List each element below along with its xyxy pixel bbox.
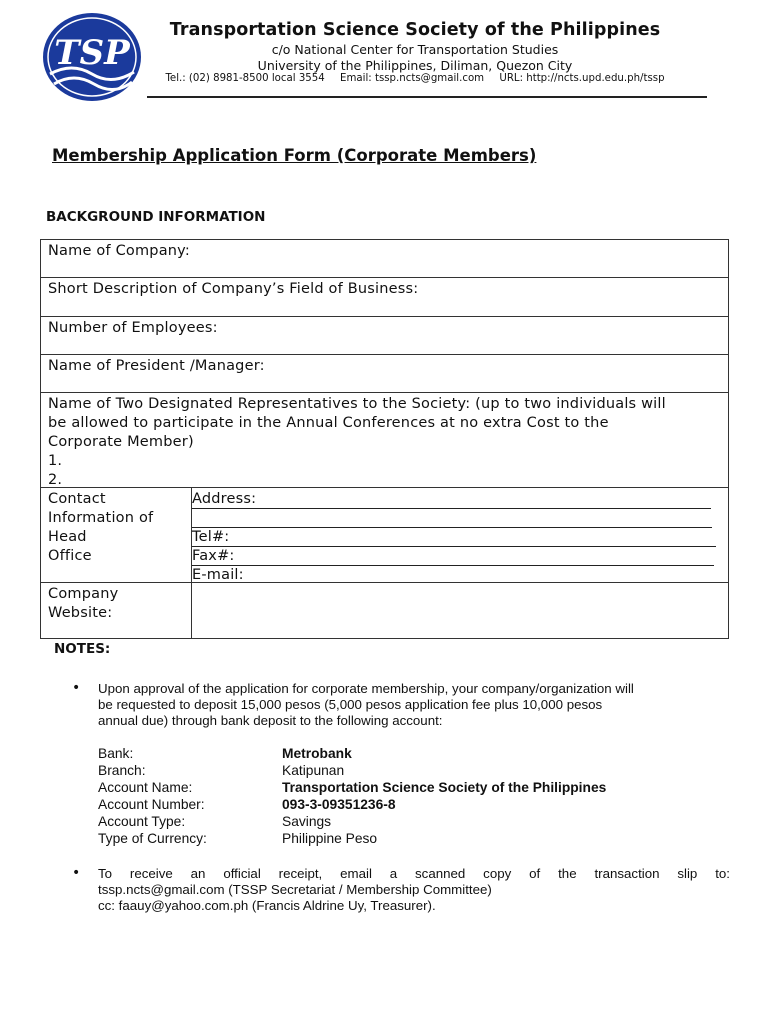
representatives-text-2: be allowed to participate in the Annual Conferences at no extra Cost to the [48,415,609,431]
contact-label-3: Head [48,529,87,545]
fax-field[interactable] [192,547,714,566]
email-field[interactable]: E-mail: [192,567,244,583]
representatives-text-1: Name of Two Designated Representatives to the Society: (up to two individuals will [48,396,666,412]
tssp-logo [42,12,142,102]
note-1-line-2: be requested to deposit 15,000 pesos (5,000 pesos application fee plus 10,000 pesos [98,697,603,712]
section-heading: BACKGROUND INFORMATION [46,209,266,225]
representatives-text-3: Corporate Member) [48,434,194,450]
contact-label-4: Office [48,548,92,564]
contact-label-1: Contact [48,491,106,507]
president-field[interactable]: Name of President /Manager: [48,358,265,374]
tel-field[interactable] [192,528,716,547]
address-label: Address: [192,491,257,507]
bank-label: Bank: [98,746,134,761]
background-info-table [40,239,729,639]
representative-2-field[interactable]: 2. [48,472,63,488]
currency-label: Type of Currency: [98,831,207,846]
bank-value: Metrobank [282,746,352,761]
address-line-2: University of the Philippines, Diliman, Quezon City [257,58,573,73]
note-1-line-1: Upon approval of the application for corporate membership, your company/organization will [98,681,634,696]
employees-field[interactable]: Number of Employees: [48,320,218,336]
tel-text: Tel.: (02) 8981-8500 local 3554 [165,73,325,84]
address-line-1: c/o National Center for Transportation Studies [271,42,559,57]
address-field-line-2[interactable] [192,509,712,528]
notes-heading: NOTES: [54,641,111,657]
branch-value: Katipunan [282,763,345,778]
row-divider [41,354,728,355]
currency-value: Philippine Peso [282,831,378,846]
form-title: Membership Application Form (Corporate Members) [52,146,537,165]
address-field[interactable] [192,490,711,509]
header-divider [147,96,707,98]
note-2-line-3: cc: faauy@yahoo.com.ph (Francis Aldrine Uy, Treasurer). [98,898,436,913]
account-type-value: Savings [282,814,332,829]
bullet-icon: • [72,680,81,696]
organization-name: Transportation Science Society of the Philippines [169,20,661,40]
row-divider [41,277,728,278]
note-2-line-2: tssp.ncts@gmail.com (TSSP Secretariat / Membership Committee) [98,882,492,897]
svg-text:TSP: TSP [54,33,130,73]
row-divider [41,487,728,488]
email-text: Email: tssp.ncts@gmail.com [340,73,485,84]
bullet-icon: • [72,865,81,881]
representative-1-field[interactable]: 1. [48,453,63,469]
company-name-field[interactable]: Name of Company: [48,243,190,259]
note-2-line-1: To receive an official receipt, email a scanned copy of the transaction slip to: [98,866,730,881]
website-label-2: Website: [48,605,113,621]
account-type-label: Account Type: [98,814,186,829]
contact-label-2: Information of [48,510,154,526]
row-divider [41,392,728,393]
fax-label: Fax#: [192,548,235,564]
url-text: URL: http://ncts.upd.edu.ph/tssp [499,73,665,84]
website-field[interactable] [193,585,723,635]
account-name-label: Account Name: [98,780,193,795]
contact-line [150,73,680,84]
note-1-line-3: annual due) through bank deposit to the following account: [98,713,443,728]
branch-label: Branch: [98,763,146,778]
account-number-value: 093-3-09351236-8 [282,797,396,812]
row-divider [41,582,728,583]
row-divider [41,316,728,317]
account-number-label: Account Number: [98,797,205,812]
website-label-1: Company [48,586,119,602]
business-description-field[interactable]: Short Description of Company’s Field of Business: [48,281,419,297]
account-name-value: Transportation Science Society of the Philippines [282,780,607,795]
tel-label: Tel#: [192,529,230,545]
